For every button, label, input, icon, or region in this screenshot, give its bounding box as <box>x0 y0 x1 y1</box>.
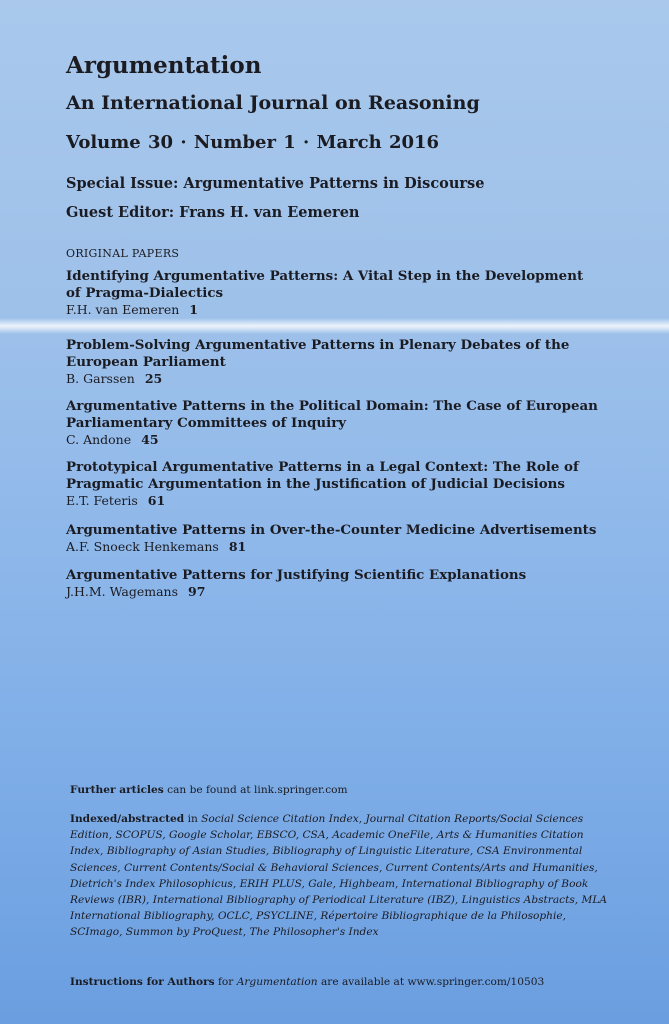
article-entry <box>66 522 626 555</box>
scan-light-band <box>0 318 669 334</box>
instructions-label: Instructions for Authors <box>70 976 215 988</box>
further-articles-note <box>70 782 610 798</box>
special-issue-title: Special Issue: Argumentative Patterns in Discourse <box>66 175 485 192</box>
article-page: 97 <box>188 584 206 599</box>
article-page: 45 <box>141 432 159 447</box>
article-title-line: Prototypical Argumentative Patterns in a Legal Context: The Role of <box>66 459 579 475</box>
article-page: 25 <box>144 371 163 386</box>
instructions-url-text: are available at www.springer.com/10503 <box>317 976 545 988</box>
article-title-line: European Parliament <box>66 354 226 370</box>
article-entry <box>66 337 626 387</box>
article-page: 1 <box>189 302 198 317</box>
article-byline <box>66 432 626 448</box>
instructions-note <box>70 974 610 990</box>
volume-issue-date: Volume 30 · Number 1 · March 2016 <box>66 132 440 153</box>
article-byline <box>66 493 626 509</box>
article-title-line: Pragmatic Argumentation in the Justification of Judicial Decisions <box>66 476 565 492</box>
article-byline <box>66 539 626 555</box>
guest-editor: Guest Editor: Frans H. van Eemeren <box>66 204 360 221</box>
further-articles-text: can be found at link.springer.com <box>163 784 348 796</box>
article-entry <box>66 268 626 318</box>
article-byline <box>66 302 626 318</box>
article-page: 81 <box>228 539 247 554</box>
journal-title: Argumentation <box>66 52 262 79</box>
section-label: ORIGINAL PAPERS <box>66 247 180 260</box>
article-entry <box>66 567 626 600</box>
indexing-note <box>70 811 610 941</box>
article-author: F.H. van Eemeren <box>66 302 180 317</box>
journal-subtitle: An International Journal on Reasoning <box>66 92 480 114</box>
article-author: A.F. Snoeck Henkemans <box>66 539 219 554</box>
article-title-line: Parliamentary Committees of Inquiry <box>66 415 347 431</box>
article-entry <box>66 459 626 509</box>
article-author: J.H.M. Wagemans <box>66 584 179 599</box>
article-title-line: Argumentative Patterns in Over-the-Counter Medicine Advertisements <box>66 522 597 538</box>
indexing-services-list: Social Science Citation Index, Journal Citation Reports/Social Sciences Edition, SCOPUS, Google Scholar, EBSCO, CSA, Academic OneFile, Arts & Humanities Citation Index, Bibliography of Asian Studies, Bibliography of Linguistic Literature, CSA Environmental Sciences, Current Contents/Social & Behavioral Sciences, Current Contents/Arts and Humanities, Dietrich's Index Philosophicus, ERIH PLUS, Gale, Highbeam, International Bibliography of Book Reviews (IBR), International Bibliography of Periodical Literature (IBZ), Linguistics Abstracts, MLA International Bibliography, OCLC, PSYCLINE, Répertoire Bibliographique de la Philosophie, SCImago, Summon by ProQuest, The Philosopher's Index <box>70 813 608 939</box>
article-title-line: Argumentative Patterns in the Political Domain: The Case of European <box>66 398 598 414</box>
article-page: 61 <box>147 493 166 508</box>
further-articles-label: Further articles <box>70 784 164 796</box>
article-title-line: Identifying Argumentative Patterns: A Vital Step in the Development <box>66 268 584 284</box>
article-author: B. Garssen <box>66 371 135 386</box>
article-title-line: Argumentative Patterns for Justifying Scientific Explanations <box>66 567 527 583</box>
indexed-in-text: in <box>184 813 202 825</box>
indexed-label: Indexed/abstracted <box>70 813 185 825</box>
instructions-for-text: for <box>214 976 237 988</box>
article-byline <box>66 371 626 387</box>
article-entry <box>66 398 626 448</box>
article-title-line: Problem-Solving Argumentative Patterns in Plenary Debates of the <box>66 337 570 353</box>
instructions-journal-name: Argumentation <box>236 976 318 988</box>
article-author: E.T. Feteris <box>66 493 138 508</box>
article-author: C. Andone <box>66 432 132 447</box>
article-byline <box>66 584 626 600</box>
article-title-line: of Pragma-Dialectics <box>66 285 224 301</box>
